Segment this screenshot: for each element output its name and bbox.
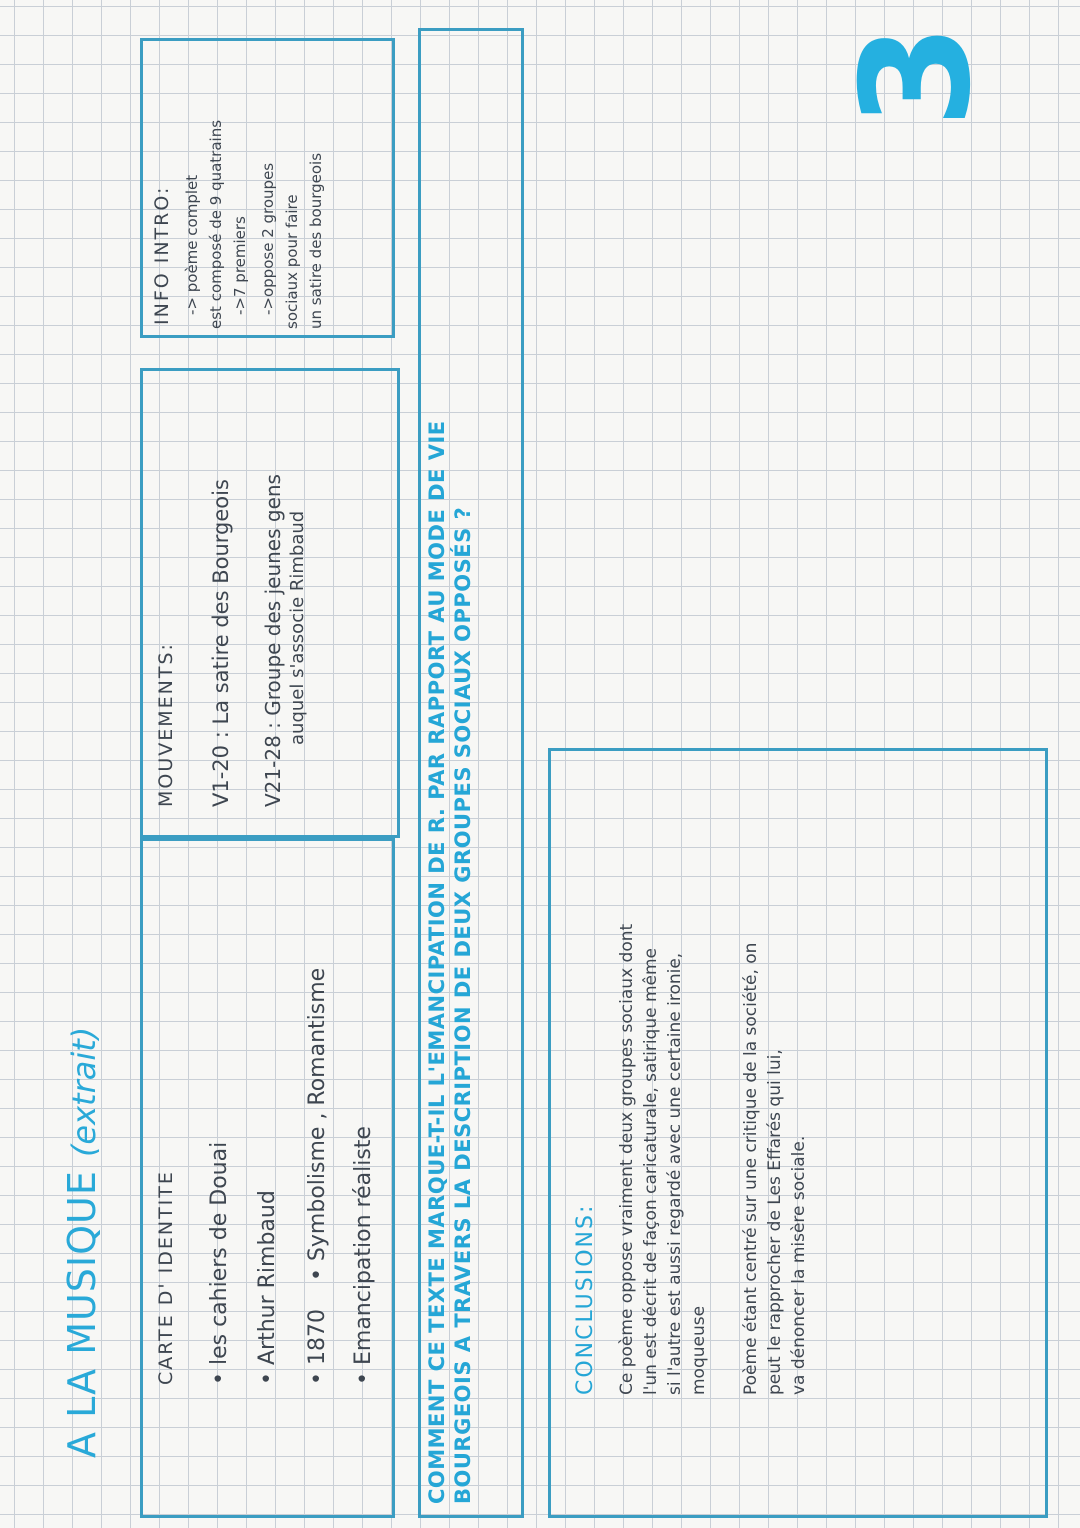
movement-item-1: V1-20 : La satire des Bourgeois [209, 479, 233, 807]
identity-item-author: • Arthur Rimbaud [255, 1190, 280, 1385]
question-line-1: COMMENT CE TEXTE MARQUE-T-IL L'EMANCIPATION DE R. PAR RAPPORT AU MODE DE VIE [425, 420, 449, 1504]
info-line-2: est composé de 9 quatrains [207, 119, 225, 329]
movements-heading: MOUVEMENTS: [155, 642, 177, 807]
identity-item-collection: • les cahiers de Douai [207, 1141, 232, 1385]
title-sub: (extrait) [65, 1026, 103, 1158]
identity-card-box [140, 838, 395, 1518]
page-number: 3 [830, 23, 1004, 128]
conclusion-p1-line-1: Ce poème oppose vraiment deux groupes sociaux dont [617, 923, 637, 1395]
title-main: A LA MUSIQUE [60, 1170, 104, 1458]
info-intro-box [140, 38, 395, 338]
info-line-1: -> poème complet [183, 174, 201, 315]
conclusion-p2-line-2: peut le rapprocher de Les Effarés qui lui, [765, 1049, 785, 1395]
movements-box [140, 368, 400, 838]
conclusion-p2-line-1: Poème étant centré sur une critique de la société, on [741, 942, 761, 1395]
page-title [60, 1027, 104, 1458]
info-line-4: ->oppose 2 groupes [259, 162, 277, 315]
identity-item-theme: • Emancipation réaliste [351, 1126, 376, 1385]
conclusion-p1-line-4: moqueuse [689, 1305, 709, 1395]
conclusions-heading: CONCLUSIONS: [573, 1203, 598, 1395]
movement-item-2-cont: auquel s'associe Rimbaud [287, 510, 308, 745]
info-line-5: sociaux pour faire [283, 194, 301, 329]
conclusion-p1-line-3: si l'autre est aussi regardé avec une certaine ironie, [665, 952, 685, 1395]
identity-item-date-movements: • 1870 • Symbolisme , Romantisme [305, 967, 330, 1385]
problem-question [424, 420, 476, 1504]
conclusion-p2-line-3: va dénoncer la misère sociale. [789, 1135, 809, 1395]
info-line-3: ->7 premiers [231, 216, 249, 315]
movement-item-2: V21-28 : Groupe des jeunes gens [261, 474, 285, 807]
conclusions-box [548, 748, 1048, 1518]
info-line-6: un satire des bourgeois [307, 152, 325, 329]
question-line-2: BOURGEOIS A TRAVERS LA DESCRIPTION DE DEUX GROUPES SOCIAUX OPPOSÉS ? [451, 506, 475, 1504]
identity-card-heading: CARTE D' IDENTITE [155, 1170, 177, 1385]
conclusion-p1-line-2: l'un est décrit de façon caricaturale, satirique même [641, 947, 661, 1395]
info-intro-heading: INFO INTRO: [151, 185, 173, 325]
